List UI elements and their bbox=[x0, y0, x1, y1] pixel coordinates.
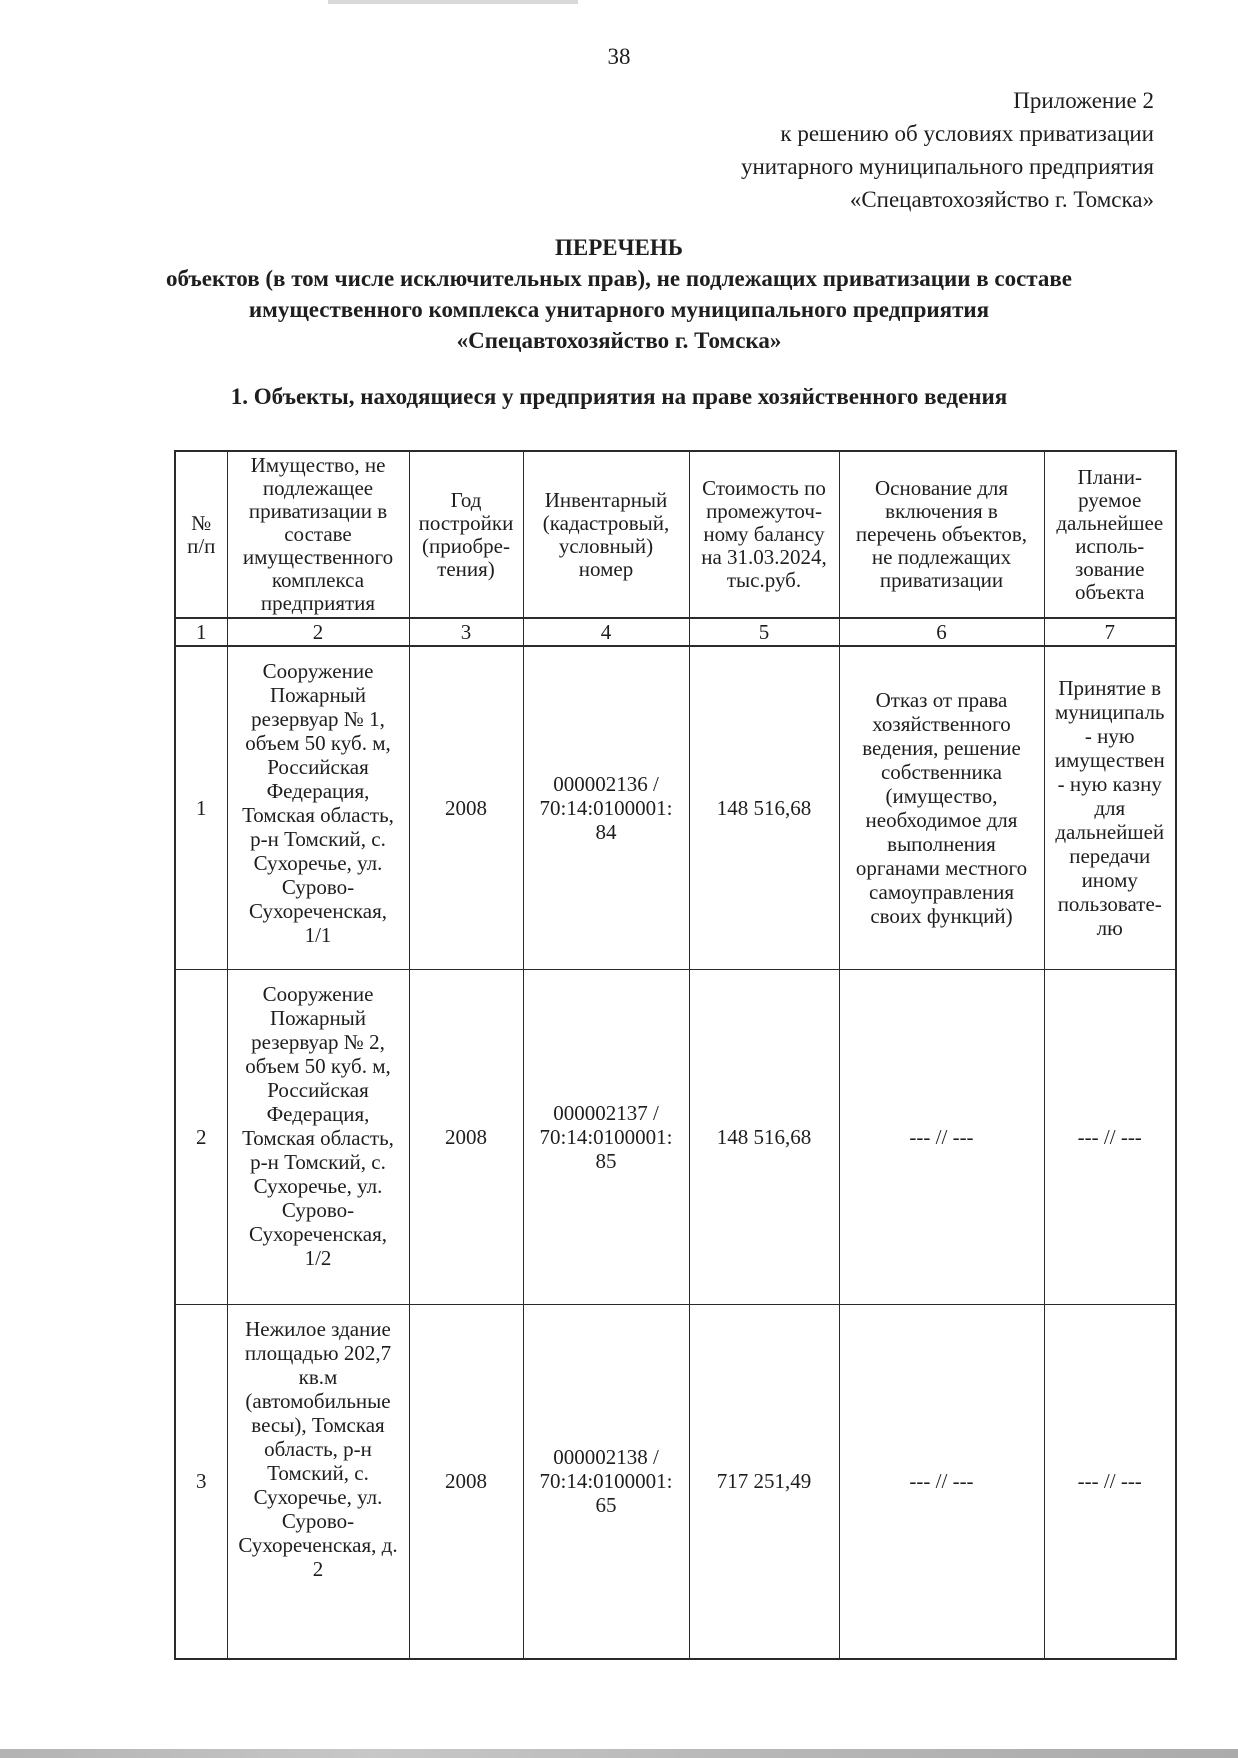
column-number-row bbox=[175, 618, 1176, 646]
column-number-cell: 7 bbox=[1044, 618, 1176, 646]
build-year: 2008 bbox=[409, 969, 523, 1304]
table-header-row bbox=[175, 451, 1176, 618]
column-number-cell: 1 bbox=[175, 618, 227, 646]
balance-value: 148 516,68 bbox=[689, 646, 839, 969]
planned-use: --- // --- bbox=[1044, 1304, 1176, 1659]
inclusion-basis: Отказ от права хозяйственного ведения, решение собственника (имущество, необходимое для выполнения органами местного самоуправления своих функций) bbox=[839, 646, 1044, 969]
inclusion-basis: --- // --- bbox=[839, 1304, 1044, 1659]
header-cell-basis: Основание для включения в перечень объектов, не подлежащих приватизации bbox=[839, 451, 1044, 618]
title-line: объектов (в том числе исключительных прав), не подлежащих приватизации в составе bbox=[165, 266, 1073, 291]
inventory-number: 000002136 / 70:14:0100001: 84 bbox=[523, 646, 689, 969]
table-row bbox=[175, 969, 1176, 1304]
header-cell-property: Имущество, не подлежащее приватизации в составе имущественного комплекса предприятия bbox=[227, 451, 409, 618]
appendix-line: унитарного муниципального предприятия bbox=[740, 154, 1154, 179]
section-heading: 1. Объекты, находящиеся у предприятия на праве хозяйственного ведения bbox=[230, 384, 1008, 409]
header-cell-planned-use: Плани- руемое дальнейшее исполь- зование объекта bbox=[1044, 451, 1176, 618]
table-row bbox=[175, 646, 1176, 969]
header-cell-year: Год постройки (приобре- тения) bbox=[409, 451, 523, 618]
row-index: 2 bbox=[175, 969, 227, 1304]
balance-value: 148 516,68 bbox=[689, 969, 839, 1304]
scan-artifact bbox=[328, 0, 578, 4]
balance-value: 717 251,49 bbox=[689, 1304, 839, 1659]
column-number-cell: 4 bbox=[523, 618, 689, 646]
objects-table bbox=[174, 450, 1177, 1660]
header-cell-value: Стоимость по промежуточ- ному балансу на 31.03.2024, тыс.руб. bbox=[689, 451, 839, 618]
header-cell-num: № п/п bbox=[175, 451, 227, 618]
title-line: «Спецавтохозяйство г. Томска» bbox=[456, 328, 782, 353]
appendix-line: «Спецавтохозяйство г. Томска» bbox=[849, 187, 1154, 212]
planned-use: Принятие в муниципаль- ную имуществен- ную казну для дальнейшей передачи иному пользовате- лю bbox=[1044, 646, 1176, 969]
planned-use: --- // --- bbox=[1044, 969, 1176, 1304]
column-number-cell: 6 bbox=[839, 618, 1044, 646]
column-number-cell: 2 bbox=[227, 618, 409, 646]
row-index: 1 bbox=[175, 646, 227, 969]
header-cell-inventory: Инвентарный (кадастровый, условный) номер bbox=[523, 451, 689, 618]
object-description: Нежилое здание площадью 202,7 кв.м (автомобильные весы), Томская область, р-н Томский, с. Сухоречье, ул. Сурово- Сухореченская, д. 2 bbox=[227, 1304, 409, 1659]
build-year: 2008 bbox=[409, 1304, 523, 1659]
scan-artifact bbox=[0, 1749, 1238, 1758]
row-index: 3 bbox=[175, 1304, 227, 1659]
appendix-line: Приложение 2 bbox=[1013, 88, 1154, 113]
title-line: имущественного комплекса унитарного муниципального предприятия bbox=[248, 297, 990, 322]
table-row bbox=[175, 1304, 1176, 1659]
title-line: ПЕРЕЧЕНЬ bbox=[555, 235, 683, 260]
appendix-line: к решению об условиях приватизации bbox=[780, 121, 1154, 146]
document-title bbox=[0, 232, 1238, 356]
page-number: 38 bbox=[607, 44, 631, 69]
appendix-note bbox=[0, 84, 1238, 216]
column-number-cell: 5 bbox=[689, 618, 839, 646]
object-description: Сооружение Пожарный резервуар № 1, объем 50 куб. м, Российская Федерация, Томская область, р-н Томский, с. Сухоречье, ул. Сурово- Сухореченская, 1/1 bbox=[227, 646, 409, 969]
column-number-cell: 3 bbox=[409, 618, 523, 646]
inclusion-basis: --- // --- bbox=[839, 969, 1044, 1304]
inventory-number: 000002137 / 70:14:0100001: 85 bbox=[523, 969, 689, 1304]
inventory-number: 000002138 / 70:14:0100001: 65 bbox=[523, 1304, 689, 1659]
object-description: Сооружение Пожарный резервуар № 2, объем 50 куб. м, Российская Федерация, Томская область, р-н Томский, с. Сухоречье, ул. Сурово- Сухореченская, 1/2 bbox=[227, 969, 409, 1304]
build-year: 2008 bbox=[409, 646, 523, 969]
